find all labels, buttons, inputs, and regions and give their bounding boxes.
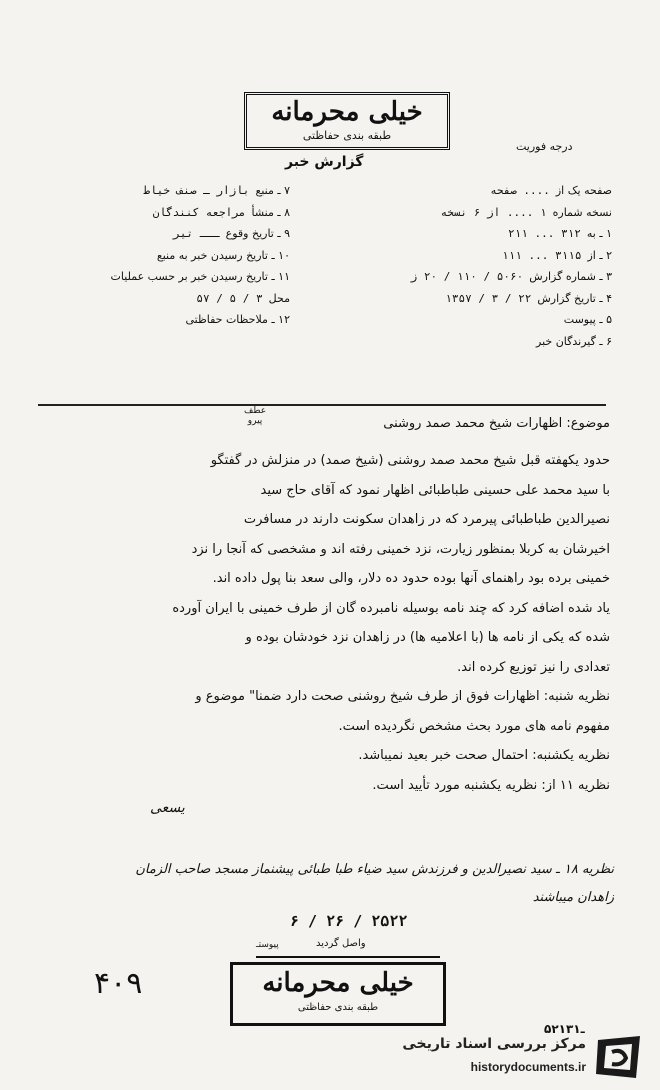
reference-note: عطف پیرو: [244, 406, 267, 426]
field-row: ۱۰ ـ تاریخ رسیدن خبر به منبع: [156, 248, 290, 262]
field-row: ۴ ـ تاریخ گزارش۲۲ / ۳ / ۱۳۵۷: [445, 291, 612, 305]
field-row: ۵ ـ پیوست: [563, 313, 612, 326]
body-line: خمینی برده بود راهنمای آنها بوده حدود ده دلار، والی سعد بنا پول داده اند.: [212, 571, 610, 586]
archive-logo-icon: [592, 1032, 646, 1082]
body-line: نصیرالدین طباطبائی پیرمرد که در زاهدان سکونت دارند در مسافرت: [243, 512, 610, 527]
classification-subtitle: طبقه بندی حفاظتی: [302, 129, 392, 142]
handwritten-line: زاهدان میباشند: [532, 890, 614, 905]
report-title: گزارش خبر: [285, 154, 364, 170]
field-row: ۷ ـ منبعبازار ـ صنف خیاط: [143, 184, 290, 197]
body-line: مفهوم نامه های مورد بحث مشخص نگردیده است.: [338, 718, 610, 734]
received-label: واصل گردید: [316, 938, 366, 949]
body-line: شده که یکی از نامه ها (با اعلامیه ها) در زاهدان نزد خودشان بوده و: [245, 630, 610, 645]
folio-number: ۴۰۹: [94, 966, 143, 1001]
body-line: نظریه ۱۱ از: نظریه یکشنبه مورد تأیید است.: [372, 777, 610, 793]
archive-watermark: [378, 1030, 654, 1086]
archive-name: مرکز بررسی اسناد تاریخی: [402, 1036, 586, 1052]
field-row: ۹ ـ تاریخ وقوعـــ تیر: [173, 227, 290, 240]
field-row: نسخه شماره۱ .... از ۶ نسخه: [440, 205, 612, 219]
body-line: با سید محمد علی حسینی طباطبائی اظهار نمود که آقای حاج سید: [260, 482, 610, 498]
subject-line: موضوع: اظهارات شیخ محمد صمد روشنی: [383, 416, 610, 431]
field-row: ۱۱ ـ تاریخ رسیدن خبر بر حسب عملیات: [110, 270, 290, 283]
handwritten-signature: يسعی: [150, 800, 185, 816]
received-stamp: [256, 912, 440, 958]
report-fields-right: [372, 180, 612, 352]
classification-title: خیلی محرمانه: [271, 97, 423, 127]
section-divider: [38, 404, 606, 406]
body-line: تعدادی را نیز توزیع کرده اند.: [457, 659, 610, 675]
body-line: اخیرشان به کربلا بمنظور زیارت، نزد خمینی رفته اند و مشخصی که آنجا را نزد: [191, 541, 610, 557]
received-prefix: پیوستـ: [256, 940, 279, 950]
field-row: ۳ ـ شماره گزارش۵۰۶۰ / ۱۱۰ / ۲۰ ز: [410, 270, 612, 283]
field-row: ۲ ـ از۳۱۱۵ ... ۱۱۱: [501, 248, 612, 262]
received-number: ۲۵۲۲ / ۲۶ / ۶: [290, 912, 408, 930]
field-row: صفحه یک از.... صفحه: [490, 184, 612, 197]
field-row: ۶ ـ گیرندگان خبر: [536, 334, 612, 348]
classification-title: خیلی محرمانه: [262, 968, 414, 998]
handwritten-note: [34, 856, 614, 912]
field-row: ۱۲ ـ ملاحظات حفاظتی: [185, 313, 290, 326]
body-line: نظریه یکشنبه: احتمال صحت خبر بعید نمیباشد.: [358, 748, 610, 763]
classification-subtitle: طبقه بندی حفاظتی: [297, 1002, 379, 1013]
report-body: [32, 446, 610, 800]
document-number: ۵۲ـ۱۳۱: [544, 1022, 585, 1036]
field-row: ۱ ـ به۳۱۲ ... ۲۱۱: [508, 227, 612, 240]
urgency-label: درجه فوریت: [516, 140, 573, 153]
field-row: ۸ ـ منشأمراجعه کنندگان: [152, 205, 290, 219]
report-fields-left: [40, 180, 290, 331]
handwritten-line: نظریه ۱۸ ـ سید نصیرالدین و فرزندش سید ضیاء طبا طبائی پیشنماز مسجد صاحب الزمان: [135, 862, 614, 877]
classification-stamp-top: [244, 92, 450, 150]
body-line: حدود یکهفته قبل شیخ محمد صمد روشنی (شیخ صمد) در منزلش در گفتگو: [210, 453, 610, 468]
field-row: محل۳ / ۵ / ۵۷: [196, 291, 290, 305]
classification-stamp-bottom: [230, 962, 446, 1026]
body-line: یاد شده اضافه کرد که چند نامه بوسیله نامبرده گان از طرف خمینی با ایران آورده: [172, 600, 610, 616]
archive-url: historydocuments.ir: [470, 1060, 586, 1074]
body-line: نظریه شنبه: اظهارات فوق از طرف شیخ روشنی صحت دارد ضمنا" موضوع و: [195, 689, 610, 704]
